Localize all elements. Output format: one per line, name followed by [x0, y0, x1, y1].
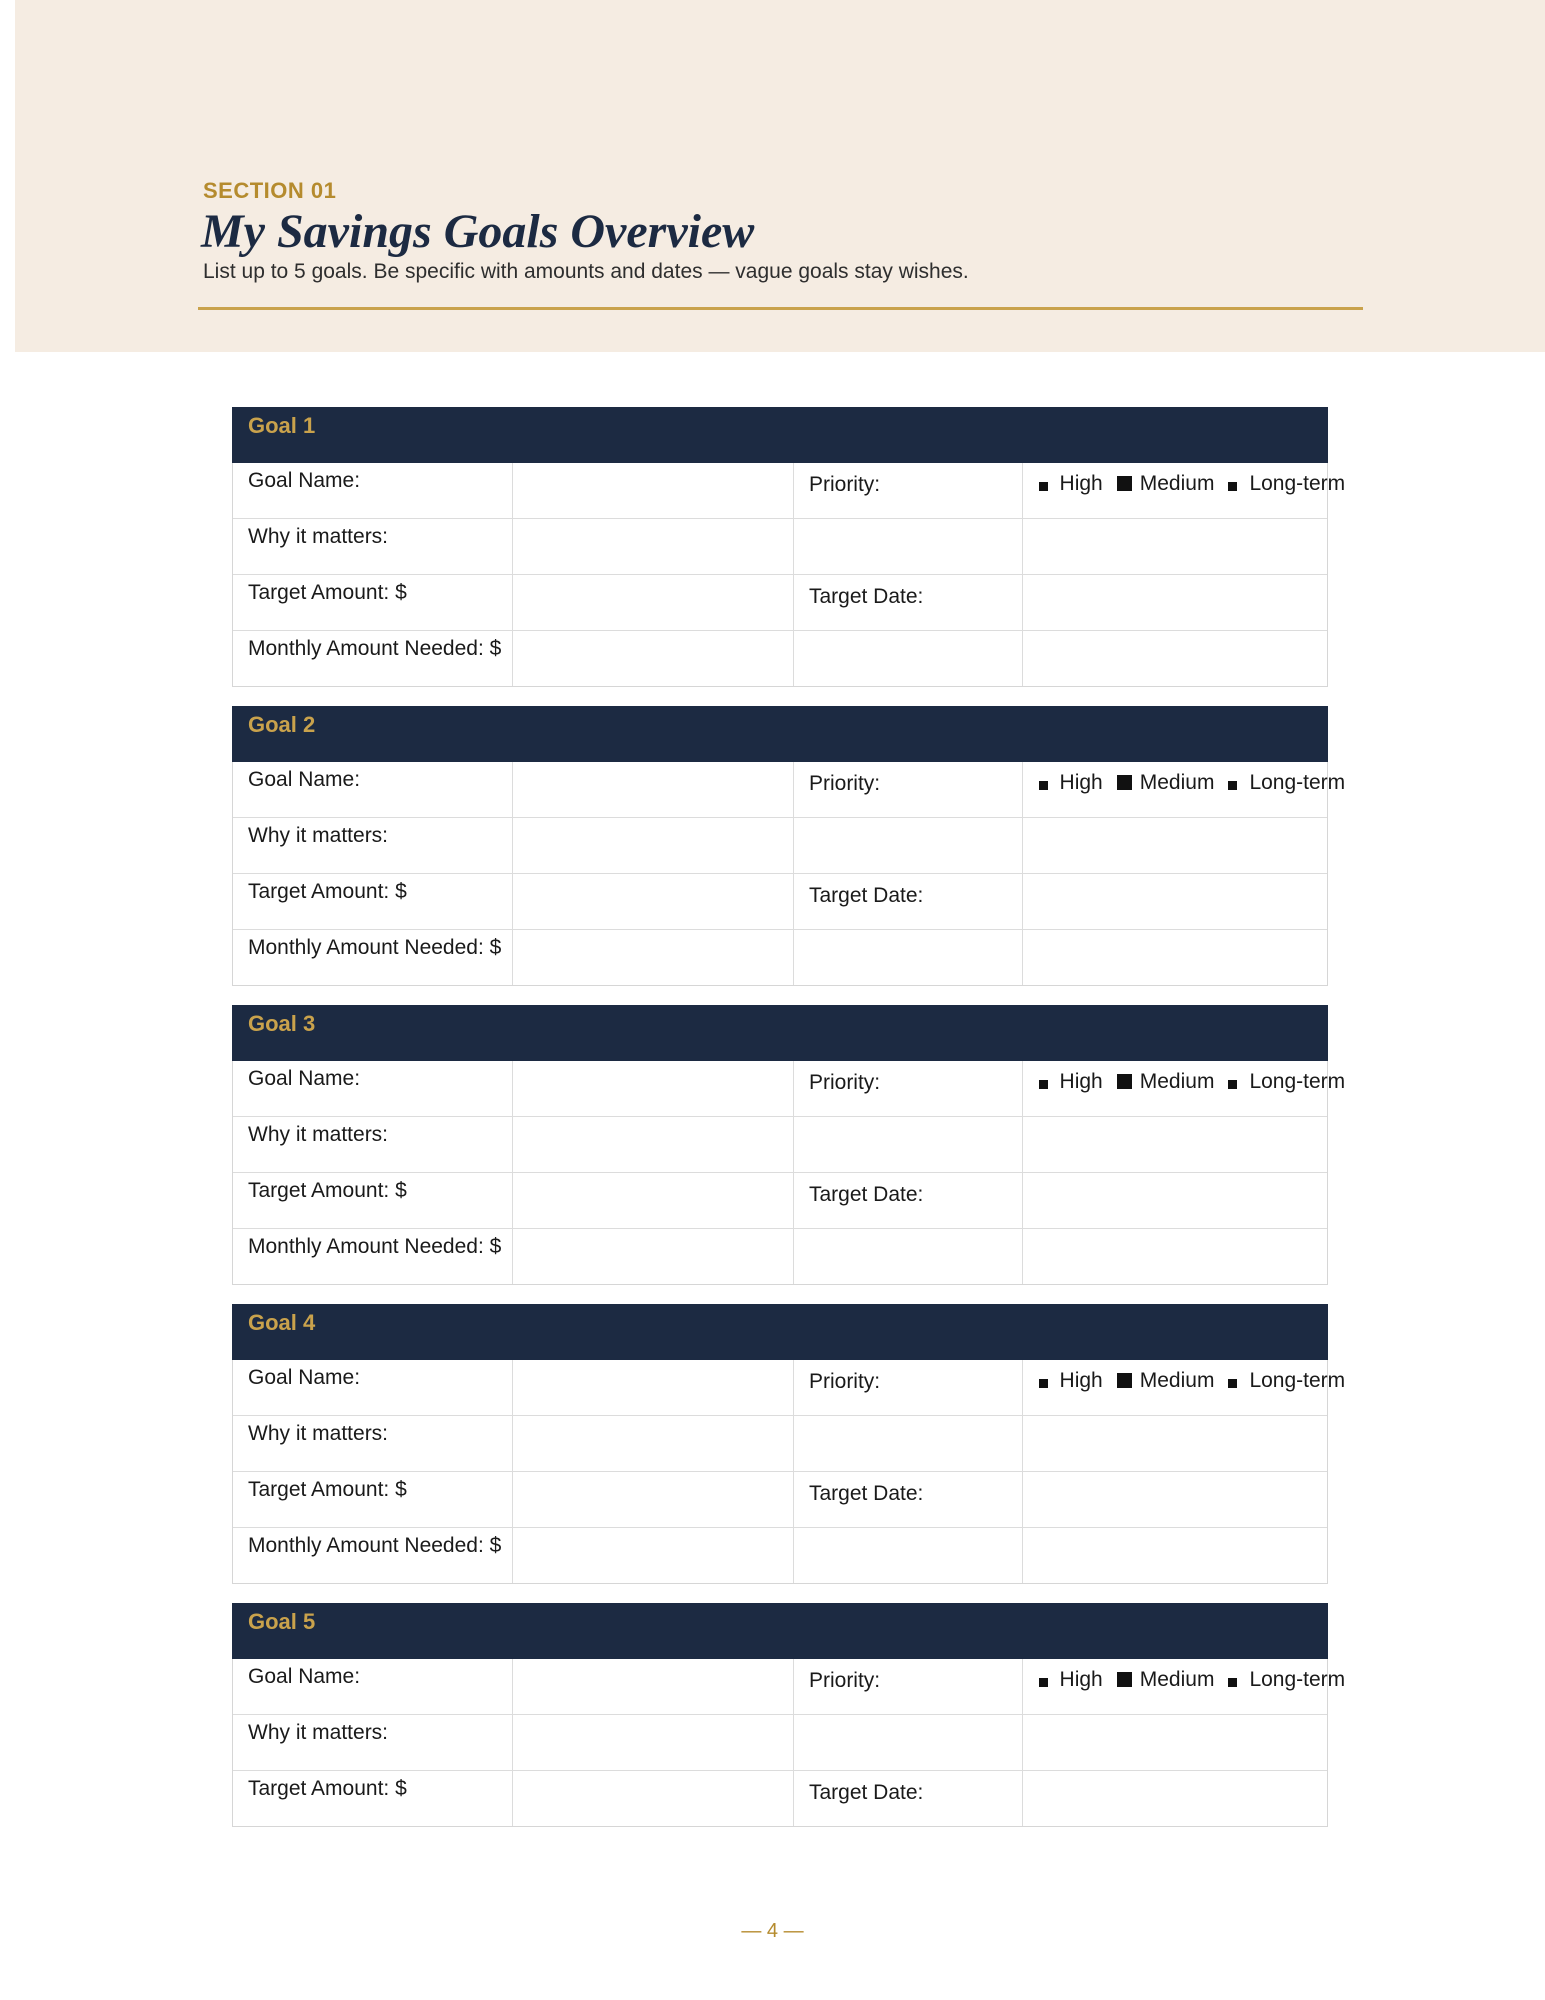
goal-row: [233, 762, 1346, 817]
checkbox-icon: [1228, 781, 1237, 790]
goal-name-label-cell: [233, 1061, 512, 1116]
goal-row: [233, 1770, 1327, 1826]
option-label: Long-term: [1249, 1070, 1346, 1093]
goal-title: Goal 3: [248, 1011, 316, 1036]
target-date-field[interactable]: [1022, 1173, 1327, 1228]
why-field[interactable]: [512, 1715, 792, 1770]
goal-header: [232, 407, 1328, 463]
target-amount-field[interactable]: [512, 575, 792, 630]
priority-label-cell: [793, 1061, 1022, 1116]
goal-row: [233, 1228, 1327, 1284]
empty-cell[interactable]: [1022, 930, 1327, 985]
goal-header: [232, 706, 1328, 762]
why-label: Why it matters:: [248, 1422, 389, 1445]
priority-label-cell: [793, 463, 1022, 518]
goal-row: [233, 630, 1327, 686]
goal-card: [232, 706, 1346, 986]
target-amount-label: Target Amount: $: [248, 1478, 407, 1501]
checkbox-icon: [1117, 1074, 1132, 1089]
why-field-ext[interactable]: [793, 1416, 1022, 1471]
target-date-field[interactable]: [1022, 874, 1327, 929]
priority-option-long-term[interactable]: [1228, 1369, 1345, 1393]
page-number: — 4 —: [741, 1920, 804, 1942]
why-label: Why it matters:: [248, 1123, 389, 1146]
header-divider: [198, 307, 1363, 310]
why-label-cell: [233, 1416, 512, 1471]
goal-row: [233, 1172, 1327, 1228]
priority-option-medium[interactable]: [1117, 1070, 1215, 1094]
why-field-ext[interactable]: [793, 1117, 1022, 1172]
target-date-label-cell: [793, 874, 1022, 929]
goal-table: [232, 1360, 1346, 1584]
target-date-label-cell: [793, 1771, 1022, 1826]
priority-label: Priority:: [808, 772, 881, 795]
goal-header: [232, 1005, 1328, 1061]
target-date-label-cell: [793, 575, 1022, 630]
goal-row: [233, 1360, 1346, 1415]
monthly-label-cell: [233, 930, 512, 985]
priority-label-cell: [793, 1659, 1022, 1714]
why-field-ext[interactable]: [793, 818, 1022, 873]
goal-table: [232, 463, 1346, 687]
checkbox-icon: [1228, 1678, 1237, 1687]
checkbox-icon: [1228, 1379, 1237, 1388]
empty-cell[interactable]: [793, 930, 1022, 985]
goal-name-label-cell: [233, 762, 512, 817]
header-band: [15, 0, 1545, 352]
target-amount-label-cell: [233, 575, 512, 630]
goal-title: Goal 5: [248, 1609, 316, 1634]
checkbox-icon: [1039, 1080, 1048, 1089]
goal-name-label-cell: [233, 1360, 512, 1415]
option-label: High: [1059, 771, 1103, 794]
why-field-ext[interactable]: [1022, 818, 1327, 873]
goal-table: [232, 1659, 1346, 1827]
why-field[interactable]: [512, 818, 792, 873]
priority-option-high[interactable]: [1039, 1369, 1103, 1393]
monthly-label: Monthly Amount Needed: $: [248, 1534, 502, 1557]
goal-name-label: Goal Name:: [248, 1665, 361, 1688]
goal-row: [233, 1415, 1327, 1471]
priority-option-long-term[interactable]: [1228, 1070, 1345, 1094]
why-field[interactable]: [512, 519, 792, 574]
why-label-cell: [233, 519, 512, 574]
monthly-field[interactable]: [512, 1528, 792, 1583]
target-date-field[interactable]: [1022, 1771, 1327, 1826]
priority-options: [1022, 1061, 1346, 1116]
monthly-field[interactable]: [512, 1229, 792, 1284]
option-label: High: [1059, 472, 1103, 495]
option-label: Medium: [1139, 771, 1215, 794]
monthly-label: Monthly Amount Needed: $: [248, 1235, 502, 1258]
priority-option-high[interactable]: [1039, 771, 1103, 795]
why-label: Why it matters:: [248, 1721, 389, 1744]
checkbox-icon: [1117, 1672, 1132, 1687]
target-date-field[interactable]: [1022, 1472, 1327, 1527]
target-date-label: Target Date:: [808, 1781, 924, 1804]
target-amount-label-cell: [233, 874, 512, 929]
option-label: High: [1059, 1070, 1103, 1093]
goal-card: [232, 1603, 1346, 1827]
empty-cell[interactable]: [793, 1528, 1022, 1583]
why-field-ext[interactable]: [793, 1715, 1022, 1770]
option-label: Long-term: [1249, 1369, 1346, 1392]
target-date-field[interactable]: [1022, 575, 1327, 630]
why-label-cell: [233, 1117, 512, 1172]
priority-options: [1022, 1659, 1346, 1714]
priority-option-medium[interactable]: [1117, 1668, 1215, 1692]
monthly-label: Monthly Amount Needed: $: [248, 936, 502, 959]
target-amount-label: Target Amount: $: [248, 1179, 407, 1202]
why-label-cell: [233, 818, 512, 873]
goal-title: Goal 4: [248, 1310, 316, 1335]
goal-title: Goal 2: [248, 712, 316, 737]
checkbox-icon: [1039, 482, 1048, 491]
goal-card: [232, 1304, 1346, 1584]
option-label: Medium: [1139, 1668, 1215, 1691]
option-label: Medium: [1139, 472, 1215, 495]
goal-name-label-cell: [233, 463, 512, 518]
goal-row: [233, 1714, 1327, 1770]
goal-name-field[interactable]: [512, 762, 792, 817]
priority-label-cell: [793, 762, 1022, 817]
option-label: Medium: [1139, 1070, 1215, 1093]
target-amount-field[interactable]: [512, 1173, 792, 1228]
why-field-ext[interactable]: [1022, 1715, 1327, 1770]
goal-row: [233, 463, 1346, 518]
target-amount-label: Target Amount: $: [248, 1777, 407, 1800]
goal-name-label: Goal Name:: [248, 768, 361, 791]
goal-name-field[interactable]: [512, 1360, 792, 1415]
priority-option-high[interactable]: [1039, 472, 1103, 496]
checkbox-icon: [1117, 775, 1132, 790]
target-amount-label-cell: [233, 1771, 512, 1826]
goal-header: [232, 1304, 1328, 1360]
monthly-field[interactable]: [512, 930, 792, 985]
checkbox-icon: [1228, 1080, 1237, 1089]
checkbox-icon: [1039, 1379, 1048, 1388]
why-field[interactable]: [512, 1117, 792, 1172]
option-label: Long-term: [1249, 771, 1346, 794]
page-title: My Savings Goals Overview: [201, 205, 755, 258]
goal-card: [232, 1005, 1346, 1285]
target-amount-label: Target Amount: $: [248, 880, 407, 903]
target-amount-field[interactable]: [512, 1771, 792, 1826]
target-amount-field[interactable]: [512, 1472, 792, 1527]
goal-name-label-cell: [233, 1659, 512, 1714]
target-date-label-cell: [793, 1472, 1022, 1527]
goal-row: [233, 873, 1327, 929]
priority-option-long-term[interactable]: [1228, 771, 1345, 795]
empty-cell[interactable]: [793, 631, 1022, 686]
goal-title: Goal 1: [248, 413, 316, 438]
empty-cell[interactable]: [1022, 1528, 1327, 1583]
why-field-ext[interactable]: [1022, 1117, 1327, 1172]
priority-options: [1022, 762, 1346, 817]
checkbox-icon: [1228, 482, 1237, 491]
monthly-label-cell: [233, 1229, 512, 1284]
option-label: Long-term: [1249, 1668, 1346, 1691]
option-label: High: [1059, 1369, 1103, 1392]
goal-name-label: Goal Name:: [248, 1366, 361, 1389]
option-label: Medium: [1139, 1369, 1215, 1392]
checkbox-icon: [1117, 476, 1132, 491]
why-field-ext[interactable]: [1022, 519, 1327, 574]
why-label-cell: [233, 1715, 512, 1770]
goal-row: [233, 1659, 1346, 1714]
goal-name-label: Goal Name:: [248, 469, 361, 492]
priority-option-medium[interactable]: [1117, 472, 1215, 496]
priority-options: [1022, 463, 1346, 518]
goal-name-field[interactable]: [512, 1061, 792, 1116]
target-date-label-cell: [793, 1173, 1022, 1228]
priority-option-medium[interactable]: [1117, 1369, 1215, 1393]
goal-row: [233, 817, 1327, 873]
goal-row: [233, 1116, 1327, 1172]
section-label: SECTION 01: [203, 178, 337, 203]
target-amount-label-cell: [233, 1472, 512, 1527]
goal-row: [233, 518, 1327, 574]
option-label: Long-term: [1249, 472, 1346, 495]
target-amount-label-cell: [233, 1173, 512, 1228]
priority-label: Priority:: [808, 1669, 881, 1692]
priority-label: Priority:: [808, 1370, 881, 1393]
why-label: Why it matters:: [248, 525, 389, 548]
empty-cell[interactable]: [793, 1229, 1022, 1284]
priority-option-long-term[interactable]: [1228, 472, 1345, 496]
goal-card: [232, 407, 1346, 687]
monthly-label-cell: [233, 1528, 512, 1583]
priority-label: Priority:: [808, 473, 881, 496]
goal-table: [232, 1061, 1346, 1285]
goal-name-field[interactable]: [512, 463, 792, 518]
why-label: Why it matters:: [248, 824, 389, 847]
priority-option-high[interactable]: [1039, 1668, 1103, 1692]
why-field-ext[interactable]: [1022, 1416, 1327, 1471]
priority-option-medium[interactable]: [1117, 771, 1215, 795]
option-label: High: [1059, 1668, 1103, 1691]
checkbox-icon: [1039, 1678, 1048, 1687]
why-field-ext[interactable]: [793, 519, 1022, 574]
goal-row: [233, 929, 1327, 985]
priority-options: [1022, 1360, 1346, 1415]
monthly-label: Monthly Amount Needed: $: [248, 637, 502, 660]
priority-option-long-term[interactable]: [1228, 1668, 1345, 1692]
monthly-label-cell: [233, 631, 512, 686]
goal-row: [233, 1061, 1346, 1116]
goal-row: [233, 574, 1327, 630]
target-amount-field[interactable]: [512, 874, 792, 929]
priority-label: Priority:: [808, 1071, 881, 1094]
goal-table: [232, 762, 1346, 986]
target-date-label: Target Date:: [808, 1183, 924, 1206]
empty-cell[interactable]: [1022, 631, 1327, 686]
goal-name-field[interactable]: [512, 1659, 792, 1714]
goal-header: [232, 1603, 1328, 1659]
goal-row: [233, 1527, 1327, 1583]
empty-cell[interactable]: [1022, 1229, 1327, 1284]
target-amount-label: Target Amount: $: [248, 581, 407, 604]
monthly-field[interactable]: [512, 631, 792, 686]
target-date-label: Target Date:: [808, 585, 924, 608]
target-date-label: Target Date:: [808, 1482, 924, 1505]
target-date-label: Target Date:: [808, 884, 924, 907]
page-subtitle: List up to 5 goals. Be specific with amounts and dates — vague goals stay wishes.: [203, 260, 969, 283]
checkbox-icon: [1117, 1373, 1132, 1388]
priority-option-high[interactable]: [1039, 1070, 1103, 1094]
checkbox-icon: [1039, 781, 1048, 790]
why-field[interactable]: [512, 1416, 792, 1471]
goal-name-label: Goal Name:: [248, 1067, 361, 1090]
goal-row: [233, 1471, 1327, 1527]
priority-label-cell: [793, 1360, 1022, 1415]
